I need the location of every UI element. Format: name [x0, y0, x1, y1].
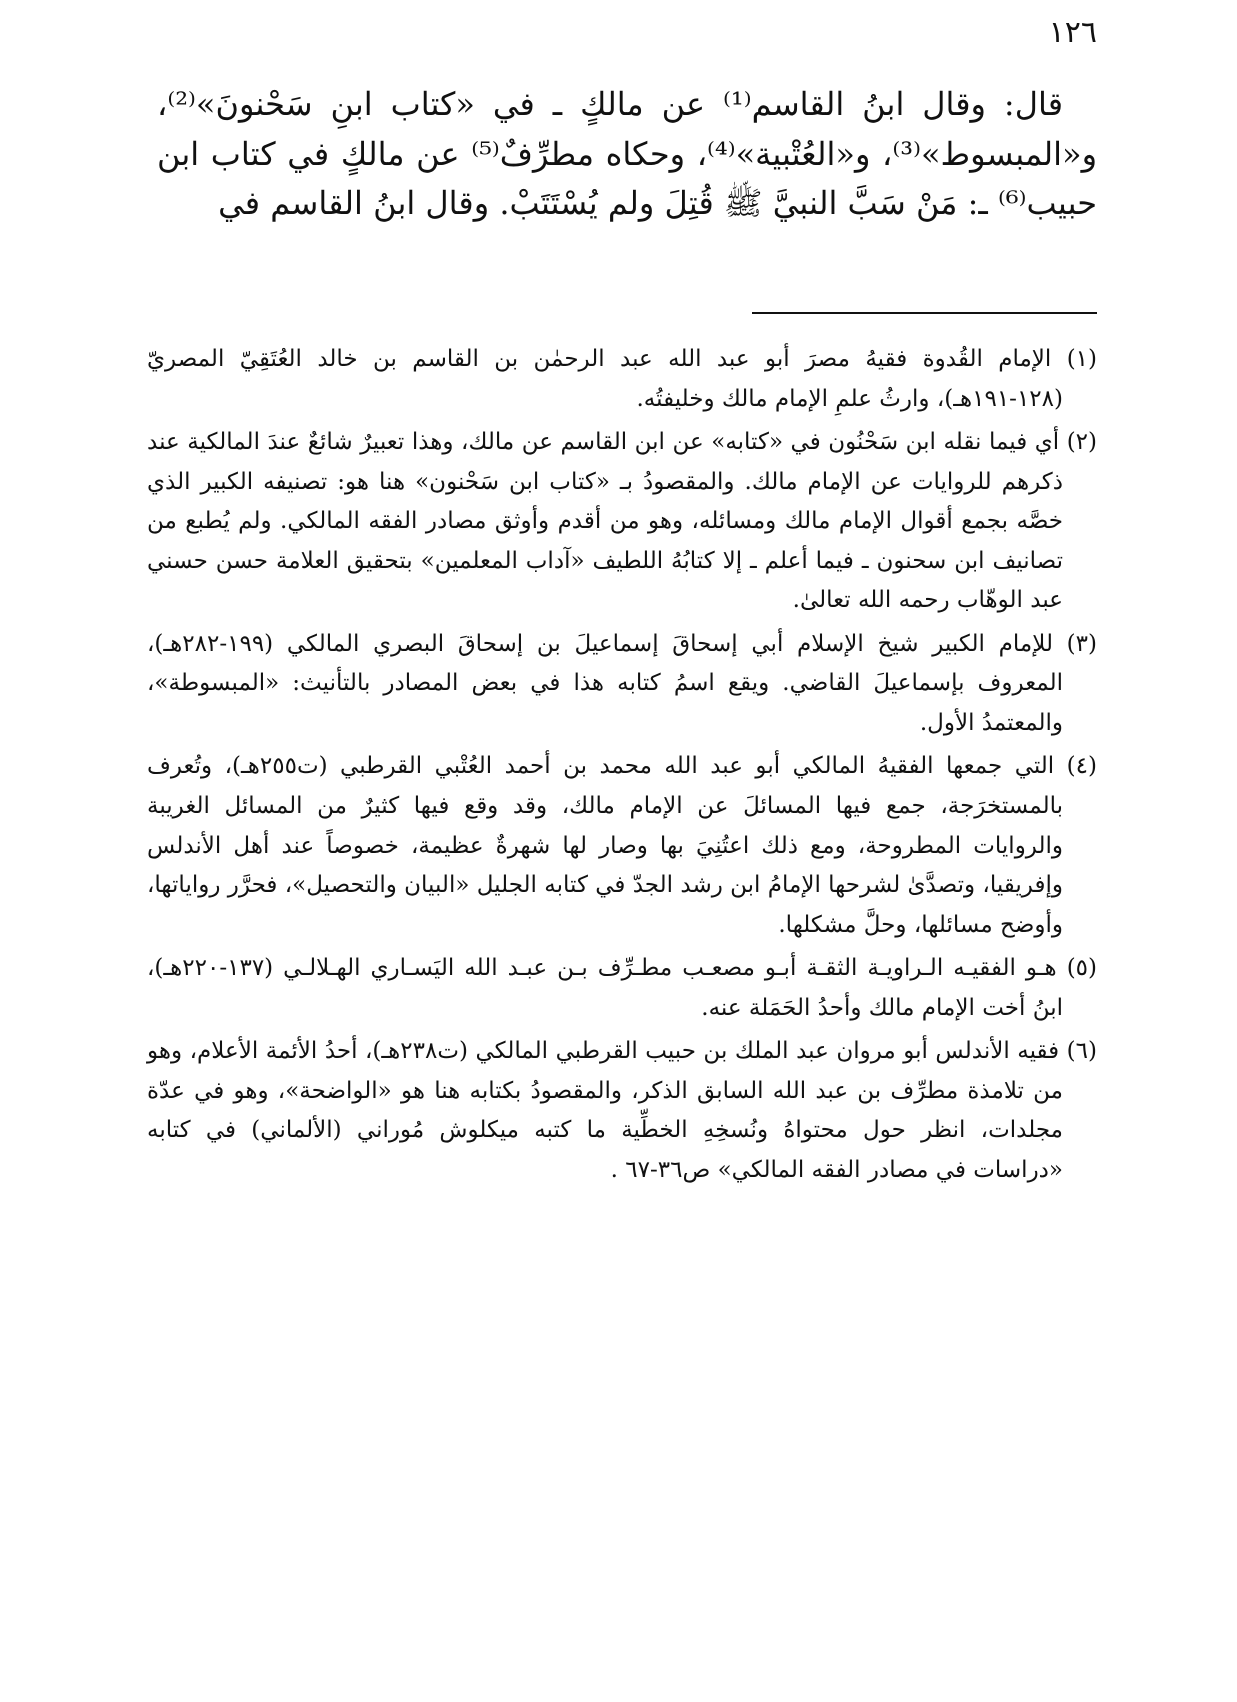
footnote-text-5: هـو الفقيـه الـراويـة الثقـة أبـو مصعـب مطـرِّف بـن عبـد الله اليَسـاري الهـلالـي (١٣٧-٢٢٠هـ)، ابنُ أخت الإمام مالك وأحدُ الحَمَلة عنه.	[147, 955, 1063, 1021]
footnotes-block	[147, 340, 1097, 1194]
footnote-divider	[752, 312, 1097, 314]
footnote-marker-2: (٢)	[1066, 429, 1098, 456]
footnote-text-2: أي فيما نقله ابن سَحْنُون في «كتابه» عن ابن القاسم عن مالك، وهذا تعبيرٌ شائعٌ عندَ المالكية عند ذكرهم للروايات عن الإمام مالك. والمقصودُ بـ «كتاب ابن سَحْنون» هنا هو: تصنيفه الكبير الذي خصَّه بجمع أقوال الإمام مالك ومسائله، وهو من أقدم وأوثق مصادر الفقه المالكي. ولم يُطبع من تصانيف ابن سحنون ـ فيما أعلم ـ إلا كتابُهُ اللطيف «آداب المعلمين» بتحقيق العلامة حسن حسني عبد الوهّاب رحمه الله تعالىٰ.	[147, 429, 1063, 614]
footnote-2	[147, 423, 1097, 621]
footnote-4	[147, 747, 1097, 945]
footnote-text-4: التي جمعها الفقيهُ المالكي أبو عبد الله محمد بن أحمد العُتْبي القرطبي (ت٢٥٥هـ)، وتُعرف بالمستخرَجة، جمع فيها المسائلَ عن الإمام مالك، وقد وقع فيها كثيرٌ من المسائل الغريبة والروايات المطروحة، ومع ذلك اعتُنِيَ بها وصار لها شهرةٌ عظيمة، خصوصاً عند أهل الأندلس وإفريقيا، وتصدَّىٰ لشرحها الإمامُ ابن رشد الجدّ في كتابه الجليل «البيان والتحصيل»، فحرَّر رواياتها، وأوضح مسائلها، وحلَّ مشكلها.	[147, 753, 1063, 938]
footnote-text-1: الإمام القُدوة فقيهُ مصرَ أبو عبد الله عبد الرحمٰن بن القاسم بن خالد العُتَقِيّ المصريّ (١٢٨-١٩١هـ)، وارثُ علمِ الإمام مالك وخليفتُه.	[147, 346, 1063, 412]
main-paragraph: قال: وقال ابنُ القاسم⁽¹⁾ عن مالكٍ ـ في «كتاب ابنِ سَحْنونَ»⁽²⁾، و«المبسوط»⁽³⁾، و«العُتْبية»⁽⁴⁾، وحكاه مطرِّفٌ⁽⁵⁾ عن مالكٍ في كتاب ابن حبيب⁽⁶⁾ ـ: مَنْ سَبَّ النبيَّ ﷺ قُتِلَ ولم يُسْتَتَبْ. وقال ابنُ القاسم في	[157, 85, 1098, 223]
footnote-marker-1: (١)	[1066, 346, 1098, 372]
footnote-5	[147, 949, 1097, 1028]
footnote-marker-4: (٤)	[1066, 753, 1097, 780]
footnote-1	[147, 340, 1097, 419]
footnote-marker-6: (٦)	[1066, 1038, 1097, 1065]
footnote-text-3: للإمام الكبير شيخ الإسلام أبي إسحاقَ إسماعيلَ بن إسحاقَ البصري المالكي (١٩٩-٢٨٢هـ)، المعروف بإسماعيلَ القاضي. ويقع اسمُ كتابه هذا في بعض المصادر بالتأنيث: «المبسوطة»، والمعتمدُ الأول.	[147, 630, 1063, 736]
footnote-marker-3: (٣)	[1066, 630, 1097, 657]
footnote-text-6: فقيه الأندلس أبو مروان عبد الملك بن حبيب القرطبي المالكي (ت٢٣٨هـ)، أحدُ الأئمة الأعلام، وهو من تلامذة مطرِّف بن عبد الله السابق الذكر، والمقصودُ بكتابه هنا هو «الواضحة»، وهو في عدّة مجلدات، انظر حول محتواهُ ونُسخِهِ الخطِّية ما كتبه ميكلوش مُوراني (الألماني) في كتابه «دراسات في مصادر الفقه المالكي» ص٣٦-٦٧ .	[147, 1038, 1063, 1183]
footnote-3	[147, 625, 1097, 744]
footnote-marker-5: (٥)	[1066, 955, 1098, 982]
footnote-6	[147, 1032, 1097, 1190]
page-number: ١٢٦	[1048, 15, 1097, 50]
main-text-block	[157, 80, 1097, 229]
